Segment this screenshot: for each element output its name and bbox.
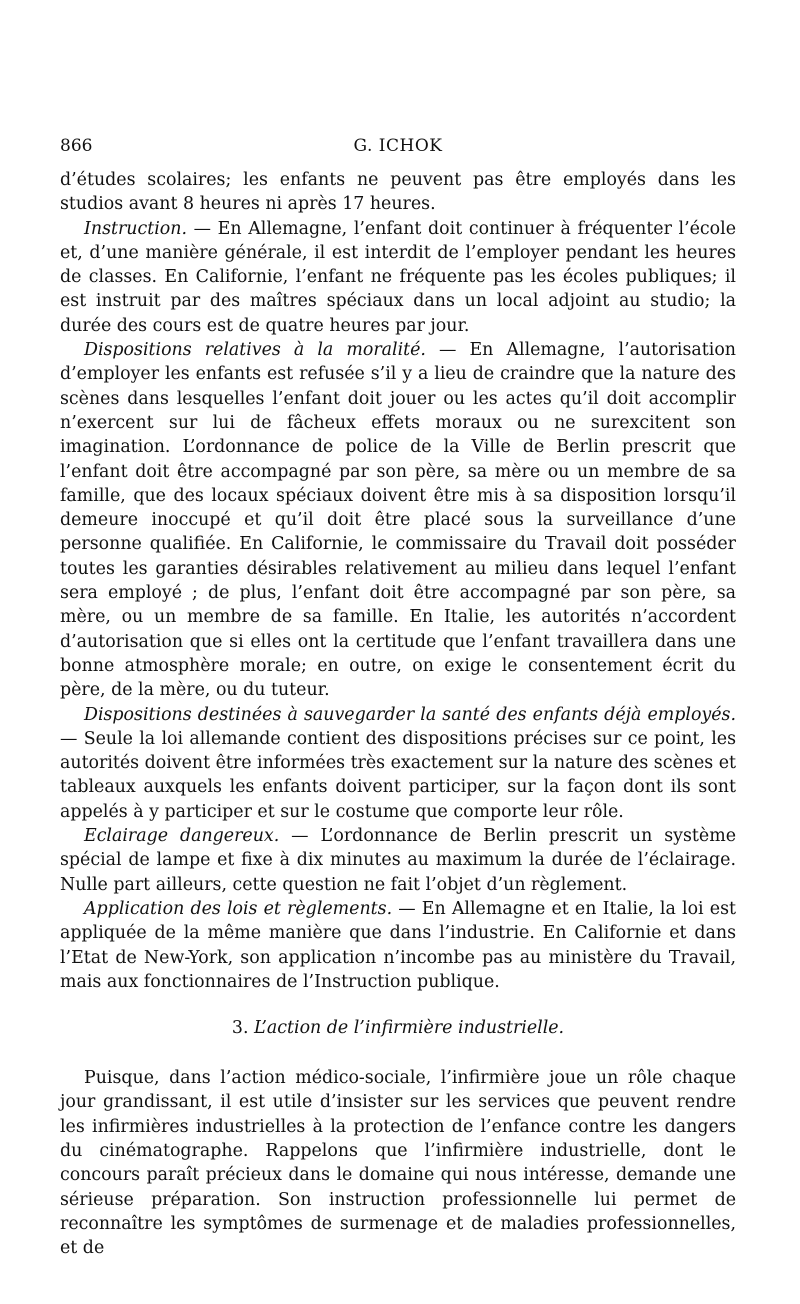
paragraph-instruction — [60, 217, 736, 338]
paragraph-text: — En Allemagne et en Italie, la loi est appliquée de la même manière que dans l’industrie. En Californie et dans l’Etat de New-York, son application n’incombe pas au ministère du Travail, mais aux fonctionnaires de l’Instruction publique. — [60, 898, 736, 992]
paragraph-infirmiere: Puisque, dans l’action médico-sociale, l’infirmière joue un rôle chaque jour grandissant, il est utile d’insister sur les services que peuvent rendre les infirmières industrielles à la protection de l’enfance contre les dangers du cinématographe. Rappelons que l’infirmière industrielle, dont le concours paraît précieux dans le domaine qui nous intéresse, demande une sérieuse préparation. Son instruction professionnelle lui permet de reconnaître les symptômes de surmenage et de maladies professionnelles, et de — [60, 1068, 736, 1259]
paragraph-lead: Dispositions relatives à la moralité. — [84, 340, 426, 361]
paragraph-sante — [60, 703, 736, 824]
paragraph-lead: Application des lois et règlements. — [84, 898, 393, 919]
paragraph-eclairage — [60, 824, 736, 897]
paragraph-lead: Dispositions destinées à sauvegarder la santé des enfants déjà employés. — [84, 704, 736, 725]
paragraph-text: — L’ordonnance de Berlin prescrit un système spécial de lampe et fixe à dix minutes au maximum la durée de l’éclairage. Nulle part ailleurs, cette question ne fait l’objet d’un règlement. — [60, 826, 736, 895]
paragraph-text: — En Allemagne, l’enfant doit continuer à fréquenter l’école et, d’une manière générale, il est interdit de l’employer pendant les heures de classes. En Californie, l’enfant ne fréquente pas les écoles publiques; il est instruit par des maîtres spéciaux dans un local adjoint au studio; la durée des cours est de quatre heures par jour. — [60, 218, 736, 336]
paragraph-text: — Seule la loi allemande contient des dispositions précises sur ce point, les autorités doivent être informées très exactement sur la nature des scènes et tableaux auxquels les enfants doivent participer, sur la façon dont ils sont appelés à y participer et sur le costume que comporte leur rôle. — [60, 728, 736, 822]
section-title: L’action de l’infirmière industrielle. — [254, 1018, 565, 1039]
paragraph-moralite — [60, 338, 736, 702]
paragraph-lead: Instruction. — [84, 218, 187, 239]
running-head: G. ICHOK — [353, 136, 443, 156]
page-number: 866 — [60, 136, 93, 156]
document-page — [60, 128, 736, 1260]
paragraph-text: d’études scolaires; les enfants ne peuvent pas être employés dans les studios avant 8 heures ni après 17 heures. — [60, 170, 736, 215]
section-heading — [60, 1016, 736, 1040]
paragraph-application — [60, 897, 736, 994]
paragraph-1 — [60, 168, 736, 217]
paragraph-text: — En Allemagne, l’autorisation d’employer les enfants est refusée s’il y a lieu de craindre que la nature des scènes dans lesquelles l’enfant doit jouer ou les actes qu’il doit accomplir n’exercent sur lui de fâcheux effets moraux ou ne surexcitent son imagination. L’ordonnance de police de la Ville de Berlin prescrit que l’enfant doit être accompagné par son père, sa mère ou un membre de sa famille, que des locaux spéciaux doivent être mis à sa disposition lorsqu’il demeure inoccupé et qu’il doit être placé sous la surveillance d’une personne qualifiée. En Californie, le commissaire du Travail doit posséder toutes les garanties désirables relativement au milieu dans lequel l’enfant sera employé ; de plus, l’enfant doit être accompagné par son père, sa mère, ou un membre de sa famille. En Italie, les autorités n’accordent d’autorisation que si elles ont la certitude que l’enfant travaillera dans une bonne atmosphère morale; en outre, on exige le consentement écrit du père, de la mère, ou du tuteur. — [60, 340, 737, 701]
paragraph-lead: Eclairage dangereux. — [84, 826, 280, 847]
page-header — [60, 128, 736, 168]
section-number: 3. — [231, 1018, 249, 1039]
